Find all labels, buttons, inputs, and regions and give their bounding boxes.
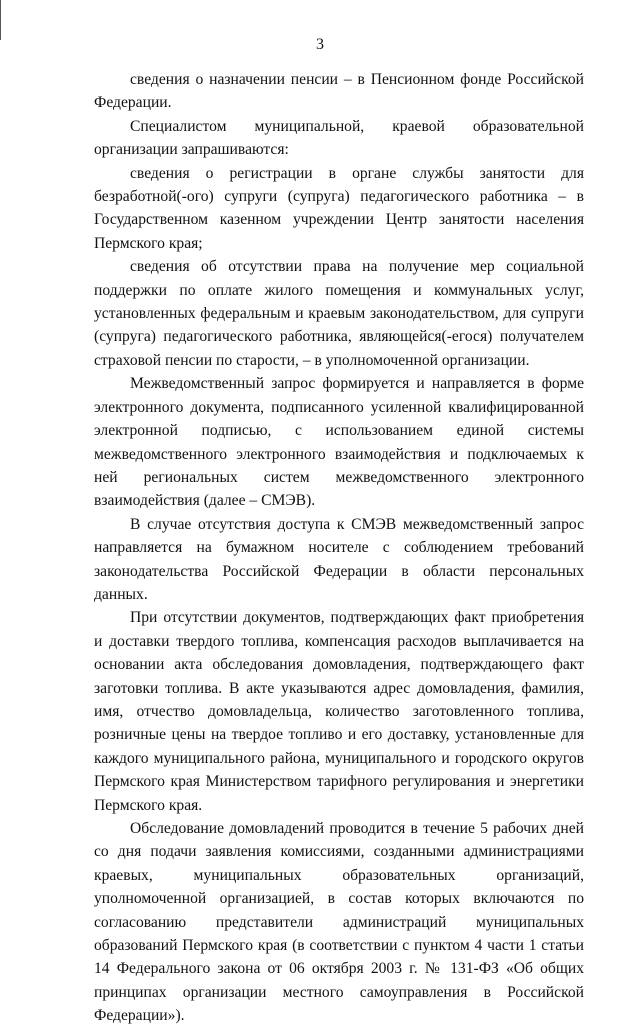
paragraph-interagency-request: Межведомственный запрос формируется и направляется в форме электронного документа, подписанного усиленной квалифицированной электронной подписью, с использованием единой системы межведомственного электронного взаимодействия и подключаемых к ней региональных систем межведомственного электронного взаимодействия (далее – СМЭВ).	[94, 375, 584, 510]
scan-edge-mark	[0, 0, 1, 40]
paragraph-fuel-compensation: При отсутствии документов, подтверждающих факт приобретения и доставки твердого топлива, компенсация расходов выплачивается на основании акта обследования домовладения, подтверждающего факт заготовки топлива. В акте указываются адрес домовладения, фамилия, имя, отчество домовладельца, количество заготовленного топлива, розничные цены на твердое топливо и его доставку, установленные для каждого муниципального района, муниципального и городского округов Пермского края Министерством тарифного регулирования и энергетики Пермского края.	[94, 609, 584, 814]
document-body	[94, 68, 584, 1028]
paragraph-pension-info: сведения о назначении пенсии – в Пенсионном фонде Российской Федерации.	[94, 71, 584, 112]
paragraph-specialist-requests: Специалистом муниципальной, краевой образовательной организации запрашиваются:	[94, 117, 584, 159]
page-number: 3	[316, 36, 324, 53]
paragraph-smev-absence: В случае отсутствия доступа к СМЭВ межведомственный запрос направляется на бумажном носителе с соблюдением требований законодательства Российской Федерации в области персональных данных.	[94, 515, 584, 603]
paragraph-social-support: сведения об отсутствии права на получение мер социальной поддержки по оплате жилого помещения и коммунальных услуг, установленных федеральным и краевым законодательством, для супруги (супруга) педагогического работника, являющейся(-егося) получателем страховой пенсии по старости, – в уполномоченной организации.	[94, 258, 584, 369]
paragraph-household-inspection: Обследование домовладений проводится в течение 5 рабочих дней со дня подачи заявления комиссиями, созданными администрациями краевых, муниципальных образовательных организаций, уполномоченной организацией, в состав которых включаются по согласованию представители администраций муниципальных образований Пермского края (в соответствии с пунктом 4 части 1 статьи 14 Федерального закона от 06 октября 2003 г. № 131-ФЗ «Об общих принципах организации местного самоуправления в Российской Федерации»).	[94, 820, 584, 1025]
paragraph-employment-registration: сведения о регистрации в органе службы занятости для безработной(-ого) супруги (супруга) педагогического работника – в Государственном казенном учреждении Центр занятости населения Пермского края;	[94, 164, 584, 252]
